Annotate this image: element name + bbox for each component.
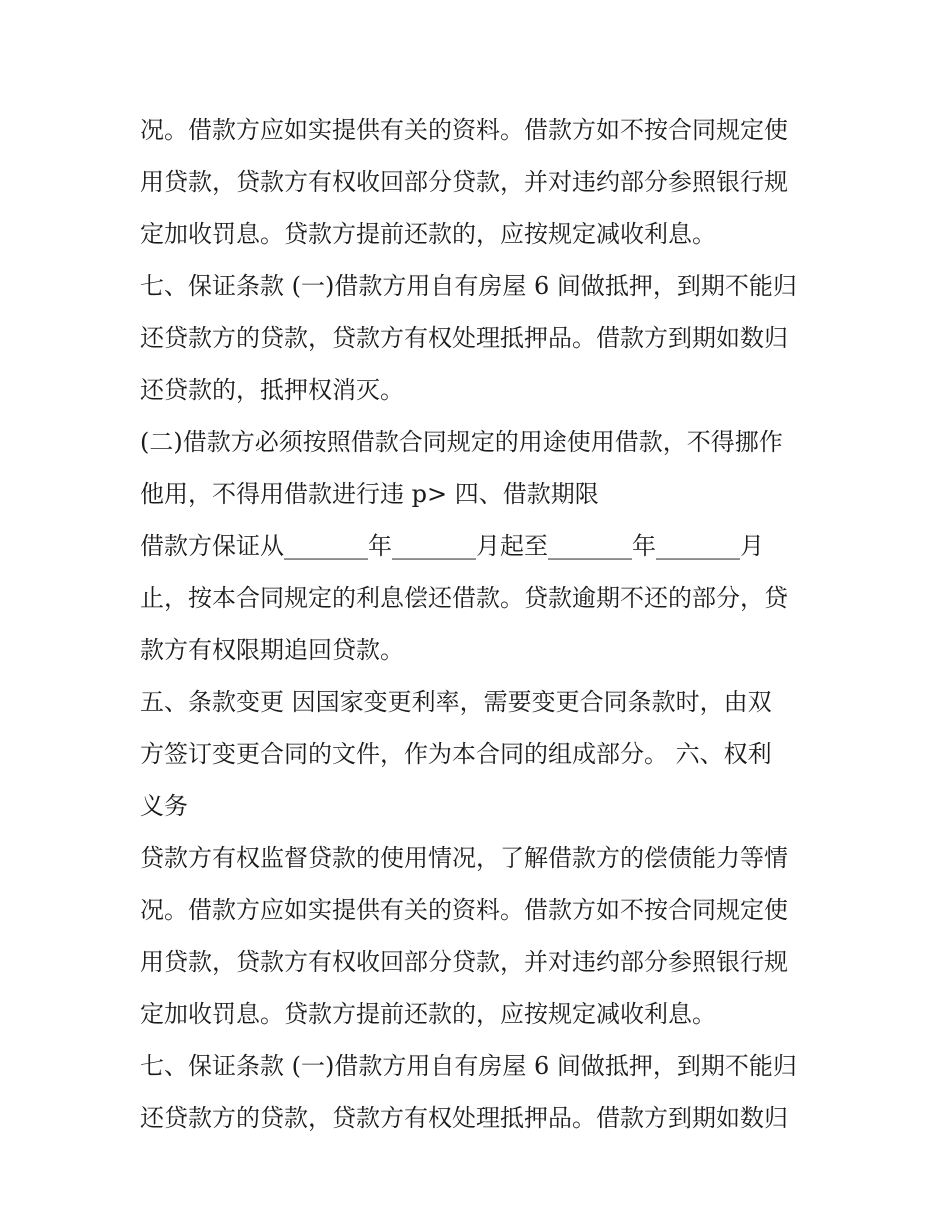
text-line: 用贷款，贷款方有权收回部分贷款，并对违约部分参照银行规: [140, 948, 788, 976]
text-line: 五、条款变更 因国家变更利率，需要变更合同条款时，由双: [140, 688, 772, 716]
text-line: 义务: [140, 792, 188, 820]
paragraph-4: [140, 520, 820, 676]
text-line: 借款方保证从_______年_______月起至_______年_______月: [140, 532, 764, 560]
text-line: 还贷款方的贷款，贷款方有权处理抵押品。借款方到期如数归: [140, 1104, 788, 1132]
text-line: 贷款方有权监督贷款的使用情况，了解借款方的偿债能力等情: [140, 844, 788, 872]
text-line: 定加收罚息。贷款方提前还款的，应按规定减收利息。: [140, 220, 716, 248]
text-line: 还贷款方的贷款，贷款方有权处理抵押品。借款方到期如数归: [140, 324, 788, 352]
paragraph-5: [140, 676, 820, 832]
paragraph-2: [140, 260, 820, 416]
text-line: 七、保证条款 (一)借款方用自有房屋 6 间做抵押，到期不能归: [140, 1052, 797, 1080]
paragraph-3: [140, 416, 820, 520]
paragraph-1: [140, 104, 820, 260]
text-line: (二)借款方必须按照借款合同规定的用途使用借款，不得挪作: [140, 428, 783, 456]
paragraph-7: [140, 1040, 820, 1144]
text-line: 他用，不得用借款进行违 p> 四、借款期限: [140, 480, 599, 508]
text-line: 用贷款，贷款方有权收回部分贷款，并对违约部分参照银行规: [140, 168, 788, 196]
paragraph-6: [140, 832, 820, 1040]
text-line: 况。借款方应如实提供有关的资料。借款方如不按合同规定使: [140, 116, 788, 144]
text-line: 方签订变更合同的文件，作为本合同的组成部分。 六、权利: [140, 740, 772, 768]
text-line: 七、保证条款 (一)借款方用自有房屋 6 间做抵押，到期不能归: [140, 272, 797, 300]
text-line: 止，按本合同规定的利息偿还借款。贷款逾期不还的部分，贷: [140, 584, 788, 612]
text-line: 款方有权限期追回贷款。: [140, 636, 404, 664]
text-line: 定加收罚息。贷款方提前还款的，应按规定减收利息。: [140, 1000, 716, 1028]
text-line: 况。借款方应如实提供有关的资料。借款方如不按合同规定使: [140, 896, 788, 924]
text-line: 还贷款的，抵押权消灭。: [140, 376, 404, 404]
document-body: [140, 104, 820, 1144]
